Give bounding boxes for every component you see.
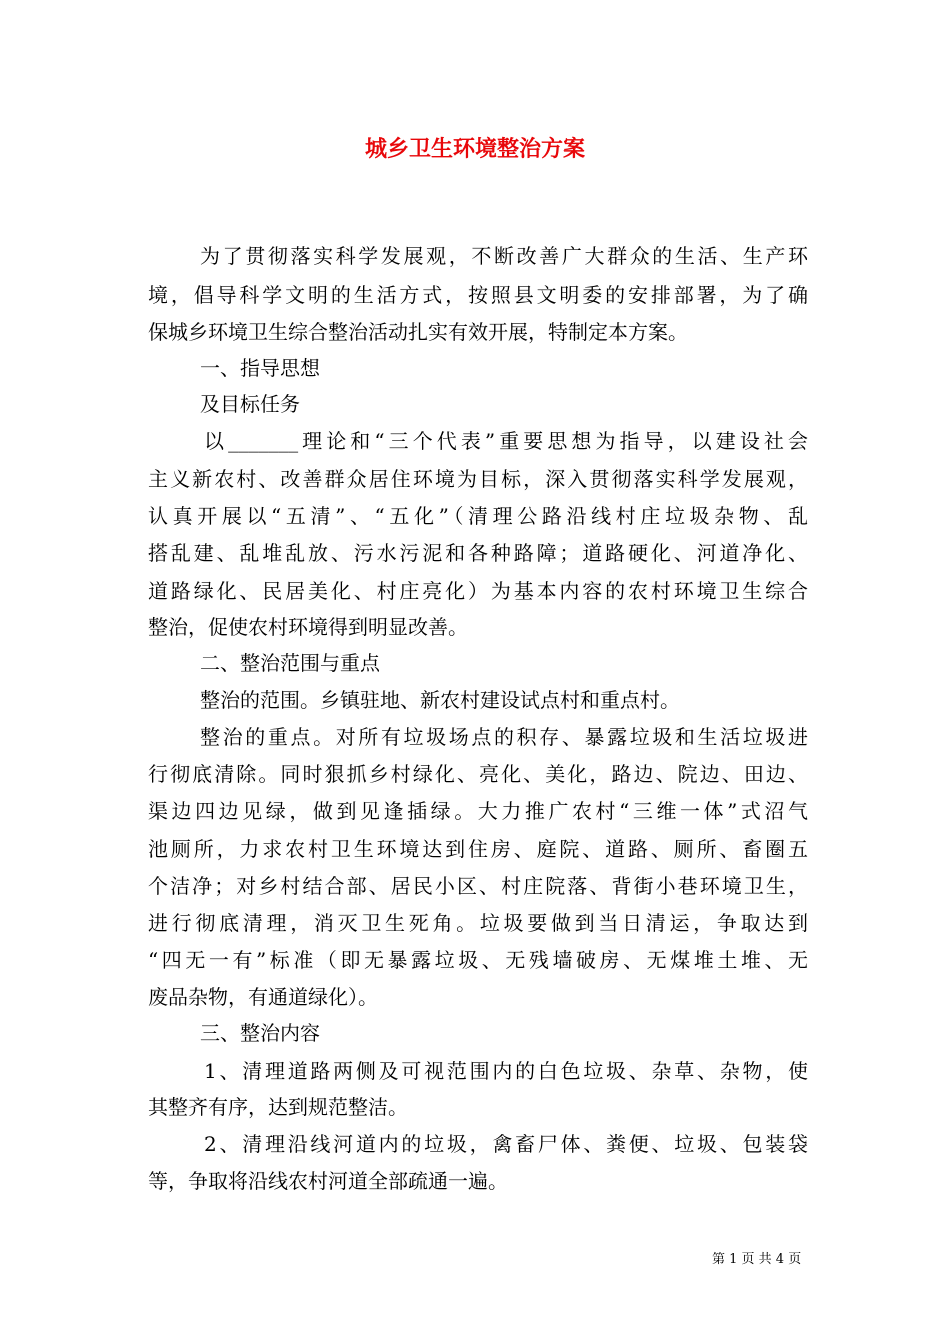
section-heading: 三、整治内容 [200, 1021, 320, 1045]
page-title: 城乡卫生环境整治方案 [364, 136, 585, 162]
paragraph-line: 行彻底清除。同时狠抓乡村绿化、亮化、美化，路边、院边、田边、 [148, 762, 808, 786]
paragraph-line: 搭乱建、乱堆乱放、污水污泥和各种路障；道路硬化、河道净化、 [148, 541, 808, 565]
paragraph-line: 2、清理沿线河道内的垃圾，禽畜尸体、粪便、垃圾、包装袋 [204, 1132, 808, 1156]
paragraph-line: 池厕所，力求农村卫生环境达到住房、庭院、道路、厕所、畜圈五 [148, 837, 808, 861]
paragraph-line: 主义新农村、改善群众居住环境为目标，深入贯彻落实科学发展观， [148, 467, 808, 491]
paragraph-line: 渠边四边见绿，做到见逢插绿。大力推广农村“三维一体”式沼气 [148, 799, 808, 823]
paragraph-line: “四无一有”标准（即无暴露垃圾、无残墙破房、无煤堆土堆、无 [148, 948, 808, 972]
paragraph-line: 以_______理论和“三个代表”重要思想为指导，以建设社会 [204, 429, 808, 453]
paragraph-line: 整治的重点。对所有垃圾场点的积存、暴露垃圾和生活垃圾进 [200, 725, 808, 749]
paragraph-line: 境，倡导科学文明的生活方式，按照县文明委的安排部署，为了确 [148, 283, 808, 307]
paragraph-line: 1、清理道路两侧及可视范围内的白色垃圾、杂草、杂物，使 [204, 1059, 808, 1083]
paragraph-line: 废品杂物，有通道绿化）。 [148, 985, 378, 1009]
paragraph-line: 进行彻底清理，消灭卫生死角。垃圾要做到当日清运，争取达到 [148, 911, 808, 935]
paragraph-line: 为了贯彻落实科学发展观，不断改善广大群众的生活、生产环 [200, 244, 808, 268]
paragraph-line: 个洁净；对乡村结合部、居民小区、村庄院落、背街小巷环境卫生， [148, 874, 808, 898]
paragraph-line: 其整齐有序，达到规范整洁。 [148, 1095, 408, 1119]
paragraph-line: 认真开展以“五清”、“五化”（清理公路沿线村庄垃圾杂物、乱 [148, 504, 808, 528]
paragraph-line: 保城乡环境卫生综合整治活动扎实有效开展，特制定本方案。 [148, 320, 688, 344]
paragraph-line: 等，争取将沿线农村河道全部疏通一遍。 [148, 1169, 508, 1193]
page-number: 第 1 页 共 4 页 [712, 1252, 802, 1267]
section-heading: 二、整治范围与重点 [200, 651, 380, 675]
section-heading: 及目标任务 [200, 392, 300, 416]
paragraph-line: 整治，促使农村环境得到明显改善。 [148, 615, 468, 639]
paragraph-line: 整治的范围。乡镇驻地、新农村建设试点村和重点村。 [200, 688, 680, 712]
section-heading: 一、指导思想 [200, 356, 320, 380]
paragraph-line: 道路绿化、民居美化、村庄亮化）为基本内容的农村环境卫生综合 [148, 579, 808, 603]
